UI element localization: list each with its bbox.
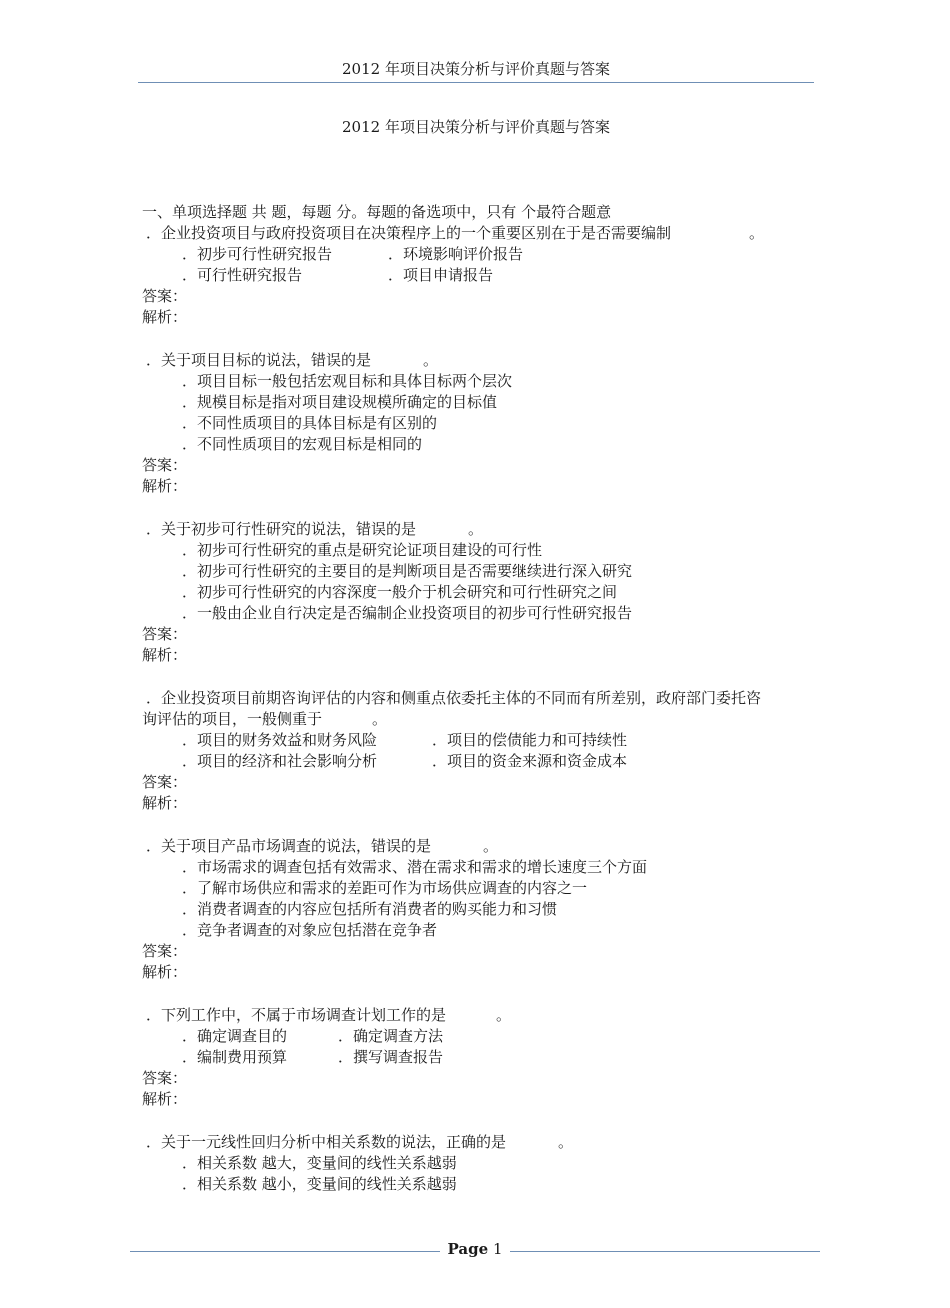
question-options-row (142, 244, 818, 265)
question-stem: ．下列工作中，不属于市场调查计划工作的是 。 (146, 1006, 512, 1024)
page-footer (130, 1238, 820, 1262)
option: ．项目的偿债能力和可持续性 (432, 731, 628, 749)
answer-label: 答案： (142, 1069, 188, 1087)
option: ．确定调查目的 (182, 1027, 288, 1045)
option: ．相关系数 越大，变量间的线性关系越弱 (182, 1154, 457, 1172)
option: ．消费者调查的内容应包括所有消费者的购买能力和习惯 (182, 900, 558, 918)
question-stem-continued: 询评估的项目，一般侧重于 。 (142, 710, 388, 728)
option: ．不同性质项目的宏观目标是相同的 (182, 435, 423, 453)
option: ．项目目标一般包括宏观目标和具体目标两个层次 (182, 372, 513, 390)
analysis-label: 解析： (142, 308, 188, 326)
option: ．市场需求的调查包括有效需求、潜在需求和需求的增长速度三个方面 (182, 858, 648, 876)
option: ．环境影响评价报告 (388, 245, 524, 263)
option: ．可行性研究报告 (182, 266, 303, 284)
question-stem: ．关于项目目标的说法，错误的是 。 (146, 351, 439, 369)
option: ．一般由企业自行决定是否编制企业投资项目的初步可行性研究报告 (182, 604, 633, 622)
answer-label: 答案： (142, 456, 188, 474)
option: ．规模目标是指对项目建设规模所确定的目标值 (182, 393, 498, 411)
option: ．确定调查方法 (338, 1027, 444, 1045)
option: ．初步可行性研究报告 (182, 245, 333, 263)
question-options-row (142, 730, 818, 751)
question-stem: ．关于项目产品市场调查的说法，错误的是 。 (146, 837, 499, 855)
question-stem: ．企业投资项目与政府投资项目在决策程序上的一个重要区别在于是否需要编制 。 (146, 224, 765, 242)
option: ．竞争者调查的对象应包括潜在竞争者 (182, 921, 438, 939)
option: ．初步可行性研究的内容深度一般介于机会研究和可行性研究之间 (182, 583, 618, 601)
option: ．相关系数 越小，变量间的线性关系越弱 (182, 1175, 457, 1193)
analysis-label: 解析： (142, 646, 188, 664)
question-stem: ．关于一元线性回归分析中相关系数的说法，正确的是 。 (146, 1133, 574, 1151)
document-body (142, 202, 818, 1195)
page-header: 2012 年项目决策分析与评价真题与答案 (342, 60, 610, 78)
option: ．了解市场供应和需求的差距可作为市场供应调查的内容之一 (182, 879, 588, 897)
option: ．项目的资金来源和资金成本 (432, 752, 628, 770)
question-options-row (142, 265, 818, 286)
answer-label: 答案： (142, 287, 188, 305)
option: ．项目的财务效益和财务风险 (182, 731, 378, 749)
question-options-row (142, 1047, 818, 1068)
page-number: Page 1 (447, 1240, 503, 1258)
answer-label: 答案： (142, 942, 188, 960)
option: ．撰写调查报告 (338, 1048, 444, 1066)
question-options-row (142, 1026, 818, 1047)
analysis-label: 解析： (142, 794, 188, 812)
question-options-row (142, 751, 818, 772)
analysis-label: 解析： (142, 1090, 188, 1108)
analysis-label: 解析： (142, 477, 188, 495)
section-intro: 一、单项选择题 共 题，每题 分。每题的备选项中，只有 个最符合题意 (142, 203, 612, 221)
question-stem: ．关于初步可行性研究的说法，错误的是 。 (146, 520, 484, 538)
document-title: 2012 年项目决策分析与评价真题与答案 (342, 118, 610, 136)
option: ．项目申请报告 (388, 266, 494, 284)
analysis-label: 解析： (142, 963, 188, 981)
option: ．不同性质项目的具体目标是有区别的 (182, 414, 438, 432)
header-rule (138, 82, 814, 83)
option: ．编制费用预算 (182, 1048, 288, 1066)
answer-label: 答案： (142, 625, 188, 643)
option: ．初步可行性研究的主要目的是判断项目是否需要继续进行深入研究 (182, 562, 633, 580)
answer-label: 答案： (142, 773, 188, 791)
option: ．项目的经济和社会影响分析 (182, 752, 378, 770)
question-stem: ．企业投资项目前期咨询评估的内容和侧重点依委托主体的不同而有所差别，政府部门委托咨 (146, 689, 762, 707)
option: ．初步可行性研究的重点是研究论证项目建设的可行性 (182, 541, 543, 559)
